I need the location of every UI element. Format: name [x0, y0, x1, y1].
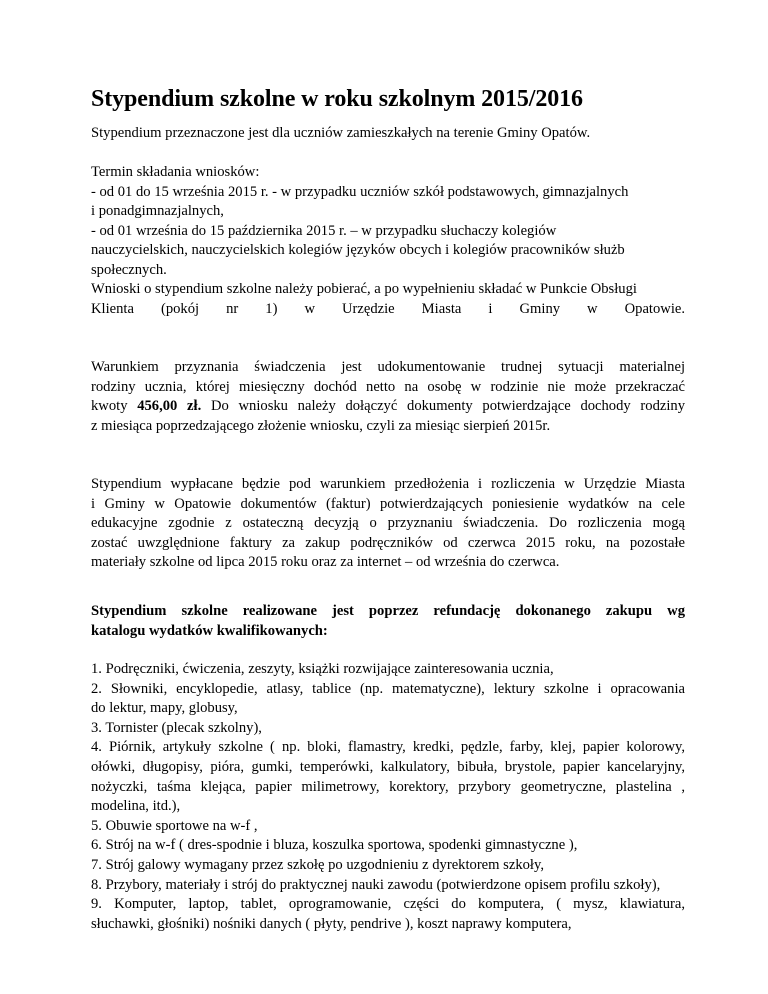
list-item-line: ołówki, długopisy, pióra, gumki, temperówki, kalkulatory, bibuła, brystole, papier kancelaryjny,: [91, 758, 685, 775]
deadline-line: nauczycielskich, nauczycielskich kolegiów języków obcych i kolegiów pracowników służb: [91, 242, 625, 259]
applications-paragraph: [91, 280, 685, 319]
list-item-line: 3. Tornister (plecak szkolny),: [91, 719, 262, 736]
list-item-line: 8. Przybory, materiały i strój do praktycznej nauki zawodu (potwierdzone opisem profilu szkoły),: [91, 876, 661, 893]
list-item-line: 4. Piórnik, artykuły szkolne ( np. bloki, flamastry, kredki, pędzle, farby, klej, papier kolorowy,: [91, 739, 685, 756]
list-item: [91, 660, 685, 680]
list-item: [91, 738, 685, 816]
list-item-line: nożyczki, taśma klejąca, papier milimetrowy, korektory, przybory geometryczne, plastelina ,: [91, 778, 685, 795]
list-item-line: 7. Strój galowy wymagany przez szkołę po uzgodnieniu z dyrektorem szkoły,: [91, 856, 544, 873]
intro-paragraph: [91, 124, 685, 144]
list-item-line: 6. Strój na w-f ( dres-spodnie i bluza, koszulka sportowa, spodenki gimnastyczne ),: [91, 837, 578, 854]
refund-heading: [91, 602, 685, 641]
payment-line: i Gminy w Opatowie dokumentów (faktur) potwierdzających poniesienie wydatków na cele: [91, 495, 685, 512]
deadline-paragraph: [91, 163, 685, 281]
list-item: [91, 719, 685, 739]
list-item: [91, 817, 685, 837]
condition-suffix: Do wniosku należy dołączyć dokumenty potwierdzające dochody rodziny: [210, 398, 685, 415]
list-item-line: słuchawki, głośniki) nośniki danych ( płyty, pendrive ), koszt naprawy komputera,: [91, 915, 572, 932]
deadline-line: - od 01 do 15 września 2015 r. - w przypadku uczniów szkół podstawowych, gimnazjalnych: [91, 183, 629, 200]
payment-paragraph: [91, 475, 685, 573]
list-item: [91, 856, 685, 876]
condition-line: [91, 397, 685, 417]
list-item-line: 1. Podręczniki, ćwiczenia, zeszyty, książki rozwijające zainteresowania ucznia,: [91, 661, 554, 677]
list-item-line: 9. Komputer, laptop, tablet, oprogramowanie, części do komputera, ( mysz, klawiatura,: [91, 896, 685, 913]
refund-heading-line: Stypendium szkolne realizowane jest poprzez refundację dokonanego zakupu wg: [91, 603, 685, 619]
list-item-line: 2. Słowniki, encyklopedie, atlasy, tablice (np. matematyczne), lektury szkolne i opracowania: [91, 680, 685, 697]
page-title: Stypendium szkolne w roku szkolnym 2015/2016: [91, 86, 583, 112]
refund-heading-line: katalogu wydatków kwalifikowanych:: [91, 622, 328, 639]
list-item-line: modelina, itd.),: [91, 798, 181, 815]
deadline-heading: Termin składania wniosków:: [91, 164, 260, 180]
income-limit-amount: 456,00 zł.: [137, 398, 202, 415]
list-item: [91, 680, 685, 719]
deadline-line: i ponadgimnazjalnych,: [91, 203, 224, 220]
payment-line: edukacyjne zgodnie z ostateczną decyzją o przyznaniu świadczenia. Do rozliczenia mogą: [91, 515, 685, 532]
condition-paragraph: [91, 358, 685, 436]
payment-line: Stypendium wypłacane będzie pod warunkiem przedłożenia i rozliczenia w Urzędzie Miasta: [91, 476, 685, 492]
list-item-line: 5. Obuwie sportowe na w-f ,: [91, 817, 258, 834]
list-item-line: do lektur, mapy, globusy,: [91, 700, 238, 717]
applications-line: Klienta (pokój nr 1) w Urzędzie Miasta i Gminy w Opatowie.: [91, 300, 685, 317]
condition-line: Warunkiem przyznania świadczenia jest udokumentowanie trudnej sytuacji materialnej: [91, 359, 685, 375]
condition-prefix: kwoty: [91, 398, 128, 415]
deadline-line: społecznych.: [91, 261, 167, 278]
list-item: [91, 836, 685, 856]
condition-line: rodziny ucznia, której miesięczny dochód netto na osobę w rodzinie nie może przekraczać: [91, 378, 685, 395]
payment-line: materiały szkolne od lipca 2015 roku oraz za internet – od września do czerwca.: [91, 554, 560, 571]
list-item: [91, 876, 685, 896]
applications-line: Wnioski o stypendium szkolne należy pobierać, a po wypełnieniu składać w Punkcie Obsługi: [91, 281, 637, 297]
payment-line: zostać uwzględnione faktury za zakup podręczników od czerwca 2015 roku, na pozostałe: [91, 534, 685, 551]
condition-line: z miesiąca poprzedzającego złożenie wniosku, czyli za miesiąc sierpień 2015r.: [91, 417, 551, 434]
intro-text: Stypendium przeznaczone jest dla uczniów zamieszkałych na terenie Gminy Opatów.: [91, 125, 591, 141]
deadline-line: - od 01 września do 15 października 2015 r. – w przypadku słuchaczy kolegiów: [91, 222, 557, 239]
expense-catalog-list: [91, 660, 685, 934]
list-item: [91, 895, 685, 934]
